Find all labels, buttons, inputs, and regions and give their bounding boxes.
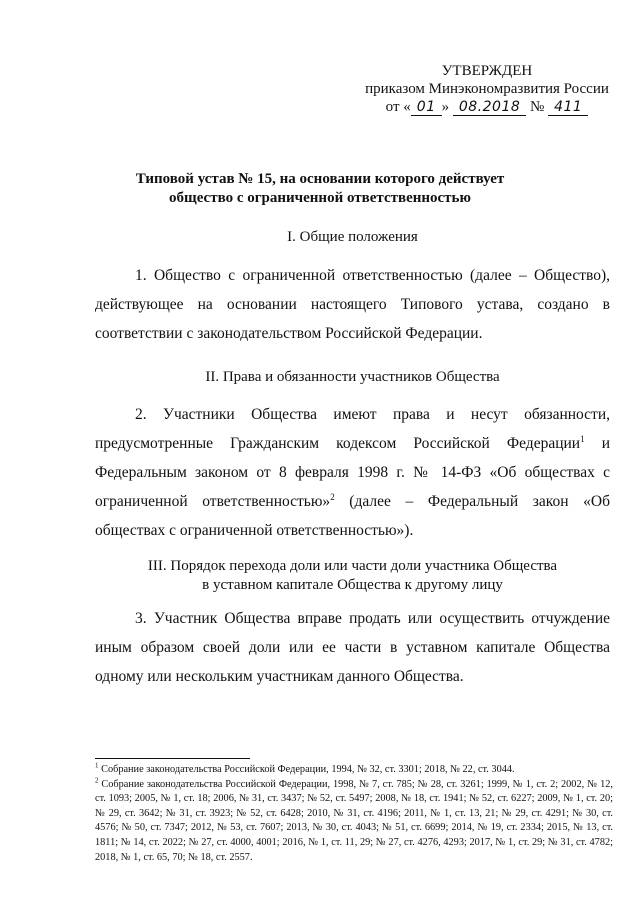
date-mid: »	[441, 99, 450, 115]
footnote-separator	[95, 758, 250, 759]
paragraph-2-part1: 2. Участники Общества имеют права и несут обязанности, предусмотренные Гражданским кодексом Российской Федерации	[95, 406, 610, 452]
footnote-2	[95, 778, 613, 866]
section-3-heading	[95, 557, 610, 595]
approval-date-line	[362, 98, 612, 116]
footnote-ref-1: 1	[580, 433, 585, 444]
number-label: №	[530, 99, 545, 115]
approval-stamp	[362, 62, 612, 116]
paragraph-1-text: 1. Общество с ограниченной ответственностью (далее – Общество), действующее на основании настоящего Типового устава, создано в соответствии с законодательством Российской Федерации.	[95, 267, 610, 342]
section-2-heading: II. Права и обязанности участников Общества	[205, 369, 500, 385]
paragraph-2-part2: и Федеральным законом от 8 февраля 1998 г. № 14-ФЗ «Об обществах с ограниченной ответственностью»	[95, 435, 610, 510]
date-prefix: от «	[385, 99, 411, 115]
approval-order-line: приказом Минэкономразвития России	[365, 81, 609, 97]
section-3-heading-line1: III. Порядок перехода доли или части доли участника Общества	[147, 558, 558, 574]
document-title	[95, 170, 545, 208]
approval-title: УТВЕРЖДЕН	[441, 63, 533, 79]
footnote-ref-2: 2	[330, 491, 335, 502]
paragraph-3	[95, 604, 610, 691]
paragraph-3-text: 3. Участник Общества вправе продать или осуществить отчуждение иным образом своей доли или ее части в уставном капитале Общества одному или нескольким участникам данного Общества.	[95, 610, 610, 685]
paragraph-2-part3: (далее – Федеральный закон «Об обществах с ограниченной ответственностью»).	[95, 493, 610, 539]
section-3-heading-line2: в уставном капитале Общества к другому лицу	[202, 577, 503, 593]
paragraph-1	[95, 261, 610, 348]
handwritten-month-year: 08.2018	[453, 99, 526, 116]
document-title-line1: Типовой устав № 15, на основании которого действует	[135, 171, 505, 187]
footnotes	[95, 763, 613, 865]
document-title-line2: общество с ограниченной ответственностью	[169, 190, 471, 206]
footnote-1	[95, 763, 613, 778]
section-1-heading: I. Общие положения	[287, 229, 418, 245]
footnote-1-text: Собрание законодательства Российской Федерации, 1994, № 32, ст. 3301; 2018, № 22, ст. 3044.	[98, 764, 515, 775]
handwritten-day: 01	[411, 99, 442, 116]
footnote-1-mark: 1	[95, 761, 99, 770]
footnote-2-mark: 2	[95, 776, 99, 785]
paragraph-2	[95, 400, 610, 545]
footnote-2-text: Собрание законодательства Российской Федерации, 1998, № 7, ст. 785; № 28, ст. 3261; 1999, № 1, ст. 2; 2002, № 12, ст. 1093; 2005, № 1, ст. 18; 2006, № 31, ст. 3437; № 52, ст. 5497; 2008, № 18, ст. 1941; № 52, ст. 6227; 2009, № 1, ст. 20; № 29, ст. 3642; № 31, ст. 3923; № 52, ст. 6428; 2010, № 31, ст. 4196; 2011, № 1, ст. 13, 21; № 29, ст. 4291; № 30, ст. 4576; № 50, ст. 7347; 2012, № 53, ст. 7607; 2013, № 30, ст. 4043; № 51, ст. 6699; 2014, № 19, ст. 2334; 2015, № 13, ст. 1811; № 14, ст. 2022; № 27, ст. 4000, 4001; 2016, № 1, ст. 11, 29; № 27, ст. 4276, 4293; 2017, № 1, ст. 29; № 31, ст. 4782; 2018, № 1, ст. 65, 70; № 18, ст. 2557.	[95, 778, 613, 863]
handwritten-order-number: 411	[548, 99, 588, 116]
